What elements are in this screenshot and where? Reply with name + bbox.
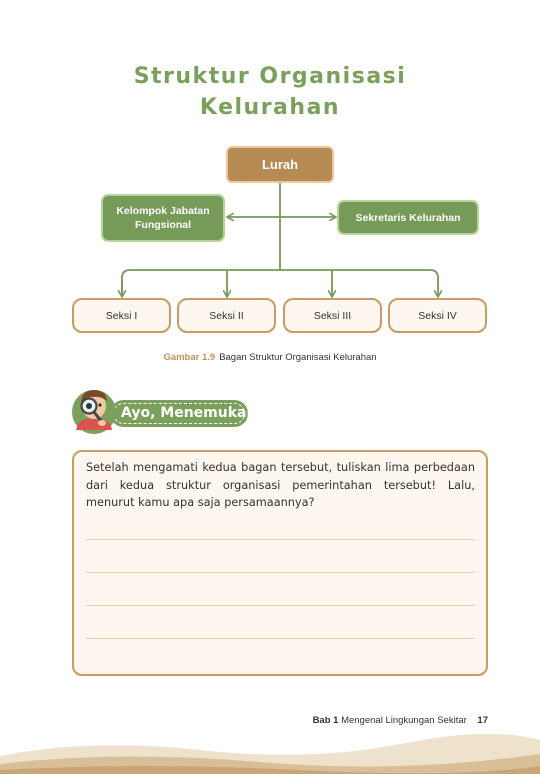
answer-line[interactable] <box>86 572 475 573</box>
seksi-3-box: Seksi III <box>283 298 382 333</box>
activity-label: Ayo, Menemukan <box>121 405 257 421</box>
page-title-line2: Kelurahan <box>199 95 341 120</box>
branch-line <box>122 270 438 296</box>
answer-line[interactable] <box>86 605 475 606</box>
figure-caption <box>0 352 540 363</box>
kelompok-jabatan-fungsional-box: Kelompok Jabatan Fungsional <box>101 194 225 242</box>
seksi-1-box: Seksi I <box>72 298 171 333</box>
caption-label: Gambar 1.9 <box>163 352 216 363</box>
lurah-box: Lurah <box>226 146 334 183</box>
answer-line[interactable] <box>86 638 475 639</box>
page-number: 17 <box>477 715 488 726</box>
page-title-line1: Struktur Organisasi <box>133 64 407 89</box>
decorative-waves <box>0 720 540 774</box>
caption-text: Bagan Struktur Organisasi Kelurahan <box>219 352 377 363</box>
footer-chapter-title: Mengenal Lingkungan Sekitar <box>341 715 467 726</box>
seksi-4-box: Seksi IV <box>388 298 487 333</box>
seksi-2-box: Seksi II <box>177 298 276 333</box>
magnifier-kid-icon <box>68 384 120 434</box>
footer-chapter: Bab 1 <box>312 715 339 726</box>
sekretaris-kelurahan-box: Sekretaris Kelurahan <box>337 200 479 235</box>
answer-line[interactable] <box>86 539 475 540</box>
question-text: Setelah mengamati kedua bagan tersebut, tuliskan lima perbedaan dari kedua struktur organisasi pemerintahan tersebut! Lalu, menurut kamu apa saja persamaannya? <box>86 461 475 509</box>
